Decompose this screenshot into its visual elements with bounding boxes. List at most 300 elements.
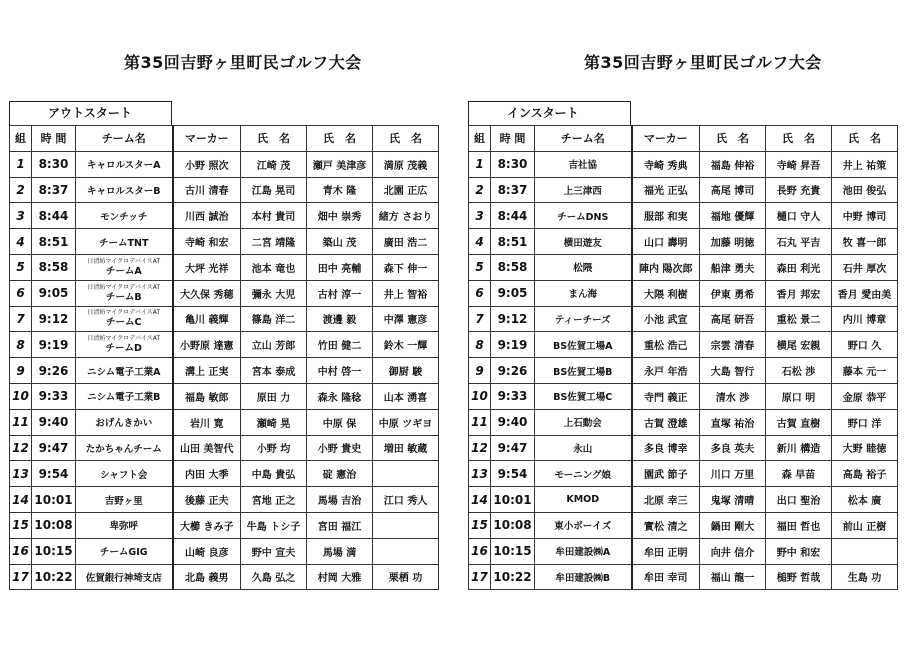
time-cell: 9:12 [32, 306, 76, 332]
team-cell: 牟田建設㈱A [535, 538, 632, 564]
team-cell: キャロルスターA [76, 151, 173, 177]
header-name-2: 氏 名 [766, 126, 832, 152]
marker-cell: 後藤 正夫 [173, 487, 241, 513]
table-row [469, 435, 898, 461]
player-cell: 栗栖 功 [373, 564, 439, 590]
header-name-3: 氏 名 [832, 126, 898, 152]
player-cell: 瀬崎 晃 [241, 409, 307, 435]
player-cell: 大野 睦徳 [832, 435, 898, 461]
time-cell: 8:30 [32, 151, 76, 177]
team-cell: キャロルスターB [76, 177, 173, 203]
marker-cell: 福光 正弘 [632, 177, 700, 203]
marker-cell: 寺門 義正 [632, 383, 700, 409]
left-page-title: 第35回吉野ヶ里町民ゴルフ大会 [124, 53, 362, 72]
marker-cell: 北原 幸三 [632, 487, 700, 513]
marker-cell: 大隈 利樹 [632, 280, 700, 306]
table-row [469, 461, 898, 487]
player-cell: 宗雲 清春 [700, 332, 766, 358]
team-cell: たかちゃんチーム [76, 435, 173, 461]
time-cell: 8:51 [32, 229, 76, 255]
group-cell: 7 [469, 306, 491, 332]
player-cell: 向井 信介 [700, 538, 766, 564]
time-cell: 9:33 [32, 383, 76, 409]
player-cell [373, 538, 439, 564]
team-prefix: 日清紡マイクロデバイスAT [87, 283, 161, 291]
group-cell: 14 [469, 487, 491, 513]
marker-cell: 山口 壽明 [632, 229, 700, 255]
time-cell: 9:05 [491, 280, 535, 306]
team-name: チームC [106, 317, 142, 329]
player-cell: 青木 隆 [307, 177, 373, 203]
group-cell: 6 [10, 280, 32, 306]
marker-cell: 大久保 秀穂 [173, 280, 241, 306]
player-cell: 横尾 宏親 [766, 332, 832, 358]
in-start-label: インスタート [468, 101, 631, 125]
group-cell: 15 [469, 512, 491, 538]
time-cell: 8:51 [491, 229, 535, 255]
table-row [469, 383, 898, 409]
time-cell: 10:15 [491, 538, 535, 564]
time-cell: 8:30 [491, 151, 535, 177]
group-cell: 5 [10, 254, 32, 280]
group-cell: 11 [469, 409, 491, 435]
player-cell: 小野 貴史 [307, 435, 373, 461]
marker-cell: 内田 大季 [173, 461, 241, 487]
player-cell: 渡邊 毅 [307, 306, 373, 332]
team-cell: モンチッチ [76, 203, 173, 229]
player-cell: 重松 景二 [766, 306, 832, 332]
group-cell: 13 [10, 461, 32, 487]
header-name-2: 氏 名 [307, 126, 373, 152]
time-cell: 9:40 [32, 409, 76, 435]
player-cell: 生島 功 [832, 564, 898, 590]
header-time: 時 間 [32, 126, 76, 152]
group-cell: 9 [469, 358, 491, 384]
marker-cell: 山崎 良彦 [173, 538, 241, 564]
table-row [10, 538, 439, 564]
time-cell: 9:12 [491, 306, 535, 332]
group-cell: 12 [469, 435, 491, 461]
out-start-section [9, 101, 439, 590]
table-row [469, 280, 898, 306]
group-cell: 2 [469, 177, 491, 203]
team-cell: チームTNT [76, 229, 173, 255]
group-cell: 1 [469, 151, 491, 177]
player-cell: 野口 洋 [832, 409, 898, 435]
team-cell: 牟田建設㈱B [535, 564, 632, 590]
table-row [10, 306, 439, 332]
player-cell: 中村 啓一 [307, 358, 373, 384]
marker-cell: 大坪 光祥 [173, 254, 241, 280]
player-cell: 森 早苗 [766, 461, 832, 487]
time-cell: 9:19 [491, 332, 535, 358]
team-cell: 横田遊友 [535, 229, 632, 255]
player-cell: 池本 竜也 [241, 254, 307, 280]
player-cell: 樋口 守人 [766, 203, 832, 229]
table-row [10, 358, 439, 384]
player-cell: 高島 裕子 [832, 461, 898, 487]
player-cell: 石井 厚次 [832, 254, 898, 280]
table-row [10, 512, 439, 538]
table-row [469, 306, 898, 332]
time-cell: 9:19 [32, 332, 76, 358]
player-cell: 彌永 大児 [241, 280, 307, 306]
group-cell: 4 [10, 229, 32, 255]
group-cell: 4 [469, 229, 491, 255]
table-row [469, 229, 898, 255]
team-cell [76, 280, 173, 306]
time-cell: 10:08 [32, 512, 76, 538]
team-cell: 吉社協 [535, 151, 632, 177]
team-cell: チームGIG [76, 538, 173, 564]
player-cell: 清水 渉 [700, 383, 766, 409]
team-cell: 上石動会 [535, 409, 632, 435]
marker-cell: 山田 美智代 [173, 435, 241, 461]
group-cell: 8 [469, 332, 491, 358]
player-cell: 森下 伸一 [373, 254, 439, 280]
table-row [10, 487, 439, 513]
player-cell: 大島 智行 [700, 358, 766, 384]
player-cell: 二宮 靖隆 [241, 229, 307, 255]
player-cell: 池田 俊弘 [832, 177, 898, 203]
team-name: チームB [105, 291, 142, 303]
player-cell: 久島 弘之 [241, 564, 307, 590]
player-cell: 畑中 崇秀 [307, 203, 373, 229]
team-cell: 上三津西 [535, 177, 632, 203]
time-cell: 10:01 [32, 487, 76, 513]
marker-cell: 小野原 達憲 [173, 332, 241, 358]
table-row [469, 564, 898, 590]
table-row [10, 151, 439, 177]
team-cell: BS佐賀工場B [535, 358, 632, 384]
marker-cell: 福島 敏郎 [173, 383, 241, 409]
marker-cell: 陣内 陽次郎 [632, 254, 700, 280]
player-cell: 廣田 浩二 [373, 229, 439, 255]
group-cell: 16 [469, 538, 491, 564]
group-cell: 17 [469, 564, 491, 590]
player-cell: 築山 茂 [307, 229, 373, 255]
marker-cell: 重松 浩己 [632, 332, 700, 358]
time-cell: 9:54 [491, 461, 535, 487]
player-cell: 石松 渉 [766, 358, 832, 384]
player-cell: 鈴木 一輝 [373, 332, 439, 358]
team-prefix: 日清紡マイクロデバイスAT [87, 257, 161, 265]
table-row [469, 487, 898, 513]
table-row [10, 177, 439, 203]
team-cell: まん海 [535, 280, 632, 306]
player-cell: 野中 和宏 [766, 538, 832, 564]
time-cell: 9:26 [491, 358, 535, 384]
group-cell: 12 [10, 435, 32, 461]
header-team: チーム名 [76, 126, 173, 152]
time-cell: 9:54 [32, 461, 76, 487]
table-row [469, 254, 898, 280]
group-cell: 14 [10, 487, 32, 513]
player-cell: 立山 芳郎 [241, 332, 307, 358]
player-cell: 馬場 満 [307, 538, 373, 564]
table-row [10, 564, 439, 590]
player-cell: 内川 博章 [832, 306, 898, 332]
player-cell: 竹田 健二 [307, 332, 373, 358]
time-cell: 8:37 [32, 177, 76, 203]
player-cell: 田中 亮輔 [307, 254, 373, 280]
group-cell: 16 [10, 538, 32, 564]
team-cell [76, 254, 173, 280]
player-cell: 小野 均 [241, 435, 307, 461]
marker-cell: 寺崎 和宏 [173, 229, 241, 255]
table-row [10, 229, 439, 255]
player-cell: 高尾 研吾 [700, 306, 766, 332]
team-cell: KMOD [535, 487, 632, 513]
time-cell: 9:26 [32, 358, 76, 384]
group-cell: 6 [469, 280, 491, 306]
marker-cell: 服部 和実 [632, 203, 700, 229]
header-name-1: 氏 名 [241, 126, 307, 152]
player-cell [832, 538, 898, 564]
player-cell: 鍋田 剛大 [700, 512, 766, 538]
player-cell [373, 461, 439, 487]
player-cell: 森永 隆稔 [307, 383, 373, 409]
group-cell: 10 [469, 383, 491, 409]
team-cell [76, 306, 173, 332]
time-cell: 8:58 [491, 254, 535, 280]
table-row [469, 358, 898, 384]
player-cell: 寺崎 昇吾 [766, 151, 832, 177]
group-cell: 7 [10, 306, 32, 332]
player-cell: 古賀 直樹 [766, 409, 832, 435]
marker-cell: 大櫛 きみ子 [173, 512, 241, 538]
team-cell [76, 332, 173, 358]
group-cell: 2 [10, 177, 32, 203]
player-cell: 新川 構造 [766, 435, 832, 461]
table-header-row [469, 126, 898, 152]
team-cell: 松隈 [535, 254, 632, 280]
player-cell: 江島 晃司 [241, 177, 307, 203]
group-cell: 3 [469, 203, 491, 229]
table-row [469, 151, 898, 177]
header-name-1: 氏 名 [700, 126, 766, 152]
marker-cell: 川西 誠治 [173, 203, 241, 229]
team-cell: 永山 [535, 435, 632, 461]
table-row [10, 435, 439, 461]
group-cell: 15 [10, 512, 32, 538]
player-cell: 槌野 哲哉 [766, 564, 832, 590]
time-cell: 8:37 [491, 177, 535, 203]
team-cell: ティーチーズ [535, 306, 632, 332]
marker-cell: 永戸 年浩 [632, 358, 700, 384]
header-time: 時 間 [491, 126, 535, 152]
table-row [469, 177, 898, 203]
time-cell: 8:44 [491, 203, 535, 229]
player-cell: 古村 淳一 [307, 280, 373, 306]
marker-cell: 古川 清春 [173, 177, 241, 203]
team-cell: ニシム電子工業B [76, 383, 173, 409]
marker-cell: 實松 清之 [632, 512, 700, 538]
player-cell: 香月 邦宏 [766, 280, 832, 306]
player-cell: 牧 喜一郎 [832, 229, 898, 255]
table-row [10, 461, 439, 487]
table-row [10, 383, 439, 409]
time-cell: 8:44 [32, 203, 76, 229]
header-marker: マーカー [173, 126, 241, 152]
player-cell: 井上 祐策 [832, 151, 898, 177]
in-start-table [468, 125, 898, 590]
team-cell: BS佐賀工場A [535, 332, 632, 358]
group-cell: 10 [10, 383, 32, 409]
player-cell: 長野 充貴 [766, 177, 832, 203]
table-row [469, 203, 898, 229]
team-prefix: 日清紡マイクロデバイスAT [87, 335, 161, 343]
player-cell: 御厨 駿 [373, 358, 439, 384]
table-row [469, 538, 898, 564]
player-cell: 中原 ツギヨ [373, 409, 439, 435]
team-cell: モーニング娘 [535, 461, 632, 487]
player-cell: 宮田 福江 [307, 512, 373, 538]
table-row [10, 254, 439, 280]
group-cell: 9 [10, 358, 32, 384]
player-cell: 中原 保 [307, 409, 373, 435]
out-start-table [9, 125, 439, 590]
player-cell: 本村 貴司 [241, 203, 307, 229]
player-cell: 村岡 大雅 [307, 564, 373, 590]
player-cell: 川口 万里 [700, 461, 766, 487]
player-cell: 宮本 泰成 [241, 358, 307, 384]
header-name-3: 氏 名 [373, 126, 439, 152]
player-cell: 野中 宣夫 [241, 538, 307, 564]
player-cell: 出口 聖治 [766, 487, 832, 513]
marker-cell: 岩川 寛 [173, 409, 241, 435]
table-row [469, 409, 898, 435]
out-start-label: アウトスタート [9, 101, 172, 125]
team-cell: BS佐賀工場C [535, 383, 632, 409]
marker-cell: 溝上 正実 [173, 358, 241, 384]
group-cell: 1 [10, 151, 32, 177]
team-name: チームA [105, 265, 142, 277]
player-cell: 原口 明 [766, 383, 832, 409]
player-cell: 直塚 祐治 [700, 409, 766, 435]
marker-cell: 牟田 幸司 [632, 564, 700, 590]
header-team: チーム名 [535, 126, 632, 152]
team-cell: 卑弥呼 [76, 512, 173, 538]
right-page-title: 第35回吉野ヶ里町民ゴルフ大会 [584, 53, 822, 72]
player-cell: 香月 愛由美 [832, 280, 898, 306]
header-marker: マーカー [632, 126, 700, 152]
group-cell: 17 [10, 564, 32, 590]
player-cell: 中澤 憲彦 [373, 306, 439, 332]
table-row [10, 280, 439, 306]
team-cell: 吉野ヶ里 [76, 487, 173, 513]
player-cell: 馬場 吉治 [307, 487, 373, 513]
player-cell: 福島 伸裕 [700, 151, 766, 177]
marker-cell: 園武 節子 [632, 461, 700, 487]
player-cell: 森田 利光 [766, 254, 832, 280]
player-cell: 山本 湧喜 [373, 383, 439, 409]
player-cell: 中島 貴弘 [241, 461, 307, 487]
player-cell: 福山 龍一 [700, 564, 766, 590]
player-cell: 満原 茂義 [373, 151, 439, 177]
time-cell: 9:05 [32, 280, 76, 306]
team-cell: 佐賀銀行神埼支店 [76, 564, 173, 590]
player-cell: 松本 廣 [832, 487, 898, 513]
player-cell: 原田 力 [241, 383, 307, 409]
team-cell: ニシム電子工業A [76, 358, 173, 384]
time-cell: 10:15 [32, 538, 76, 564]
time-cell: 10:08 [491, 512, 535, 538]
player-cell: 緒方 さおり [373, 203, 439, 229]
group-cell: 3 [10, 203, 32, 229]
time-cell: 9:47 [491, 435, 535, 461]
group-cell: 5 [469, 254, 491, 280]
table-row [10, 409, 439, 435]
group-cell: 11 [10, 409, 32, 435]
player-cell: 伊東 勇希 [700, 280, 766, 306]
player-cell: 石丸 平吉 [766, 229, 832, 255]
header-group: 組 [469, 126, 491, 152]
table-header-row [10, 126, 439, 152]
player-cell: 船津 勇夫 [700, 254, 766, 280]
player-cell: 瀬戸 美津彦 [307, 151, 373, 177]
table-row [469, 332, 898, 358]
player-cell: 江崎 茂 [241, 151, 307, 177]
player-cell: 井上 智裕 [373, 280, 439, 306]
player-cell: 江口 秀人 [373, 487, 439, 513]
table-row [10, 203, 439, 229]
player-cell [373, 512, 439, 538]
marker-cell: 亀川 義輝 [173, 306, 241, 332]
time-cell: 9:33 [491, 383, 535, 409]
time-cell: 10:22 [32, 564, 76, 590]
marker-cell: 古賀 澄雄 [632, 409, 700, 435]
player-cell: 多良 英夫 [700, 435, 766, 461]
marker-cell: 寺崎 秀典 [632, 151, 700, 177]
player-cell: 増田 敏蔵 [373, 435, 439, 461]
player-cell: 金原 恭平 [832, 383, 898, 409]
in-start-section [468, 101, 898, 590]
header-group: 組 [10, 126, 32, 152]
team-cell: チームDNS [535, 203, 632, 229]
marker-cell: 牟田 正明 [632, 538, 700, 564]
team-cell: おげんきかい [76, 409, 173, 435]
player-cell: 中野 博司 [832, 203, 898, 229]
marker-cell: 多良 博幸 [632, 435, 700, 461]
group-cell: 8 [10, 332, 32, 358]
player-cell: 篠島 洋二 [241, 306, 307, 332]
player-cell: 福地 優輝 [700, 203, 766, 229]
player-cell: 藤本 元一 [832, 358, 898, 384]
player-cell: 加藤 明徳 [700, 229, 766, 255]
team-cell: 東小ボーイズ [535, 512, 632, 538]
player-cell: 北園 正広 [373, 177, 439, 203]
time-cell: 9:40 [491, 409, 535, 435]
player-cell: 牛島 トシ子 [241, 512, 307, 538]
table-row [10, 332, 439, 358]
player-cell: 前山 正樹 [832, 512, 898, 538]
player-cell: 碇 憲治 [307, 461, 373, 487]
time-cell: 10:01 [491, 487, 535, 513]
table-row [469, 512, 898, 538]
player-cell: 鬼塚 清晴 [700, 487, 766, 513]
player-cell: 福田 哲也 [766, 512, 832, 538]
time-cell: 9:47 [32, 435, 76, 461]
player-cell: 宮地 正之 [241, 487, 307, 513]
marker-cell: 北島 義男 [173, 564, 241, 590]
team-cell: シャフト会 [76, 461, 173, 487]
team-name: チームD [105, 343, 142, 355]
time-cell: 10:22 [491, 564, 535, 590]
team-prefix: 日清紡マイクロデバイスAT [87, 309, 161, 317]
time-cell: 8:58 [32, 254, 76, 280]
marker-cell: 小池 武宣 [632, 306, 700, 332]
